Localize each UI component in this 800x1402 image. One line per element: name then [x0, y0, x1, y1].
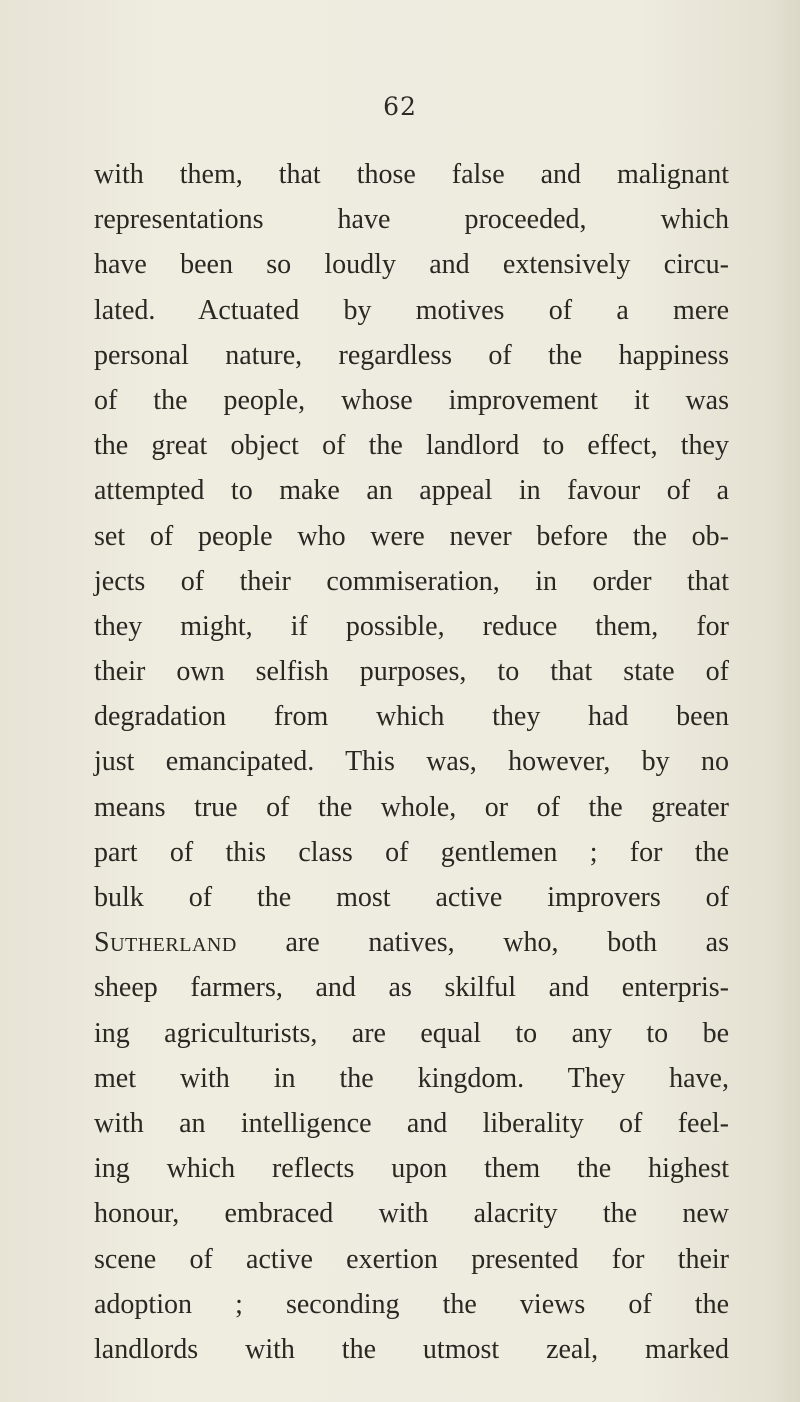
text-line: lated. Actuated by motives of a mere: [94, 294, 729, 326]
text-line: representations have proceeded, which: [94, 204, 729, 236]
text-line: honour, embraced with alacrity the new: [94, 1198, 729, 1230]
body-text: [94, 152, 729, 1372]
place-name-sutherland: Sutherland: [94, 927, 237, 959]
text-line: sheep farmers, and as skilful and enterpris-: [94, 972, 729, 1004]
text-line: scene of active exertion presented for their: [94, 1243, 729, 1275]
text-line: they might, if possible, reduce them, for: [94, 610, 729, 642]
page-number: 62: [383, 92, 417, 121]
text-line: personal nature, regardless of the happiness: [94, 339, 729, 371]
text-line: adoption ; seconding the views of the: [94, 1288, 729, 1320]
text-line: set of people who were never before the ob-: [94, 520, 729, 552]
text-line: part of this class of gentlemen ; for the: [94, 836, 729, 868]
text-line: met with in the kingdom. They have,: [94, 1062, 729, 1094]
text-line-sutherland: [94, 920, 729, 965]
text-line: attempted to make an appeal in favour of a: [94, 475, 729, 507]
text-line: degradation from which they had been: [94, 701, 729, 733]
text-line: means true of the whole, or of the greater: [94, 791, 729, 823]
text-line: with them, that those false and malignant: [94, 159, 729, 190]
text-line-rest: are natives, who, both as: [236, 927, 729, 959]
text-line: ing agriculturists, are equal to any to be: [94, 1017, 729, 1049]
text-line: ing which reflects upon them the highest: [94, 1153, 729, 1185]
text-line: just emancipated. This was, however, by no: [94, 746, 729, 778]
text-line: with an intelligence and liberality of feel-: [94, 1107, 729, 1139]
text-line: their own selfish purposes, to that state of: [94, 656, 729, 688]
text-line: have been so loudly and extensively circu-: [94, 249, 729, 281]
text-line: of the people, whose improvement it was: [94, 384, 729, 416]
text-line: landlords with the utmost zeal, marked: [94, 1333, 729, 1365]
text-line: the great object of the landlord to effect, they: [94, 430, 729, 462]
text-line: jects of their commiseration, in order that: [94, 565, 729, 597]
text-line: bulk of the most active improvers of: [94, 882, 729, 913]
